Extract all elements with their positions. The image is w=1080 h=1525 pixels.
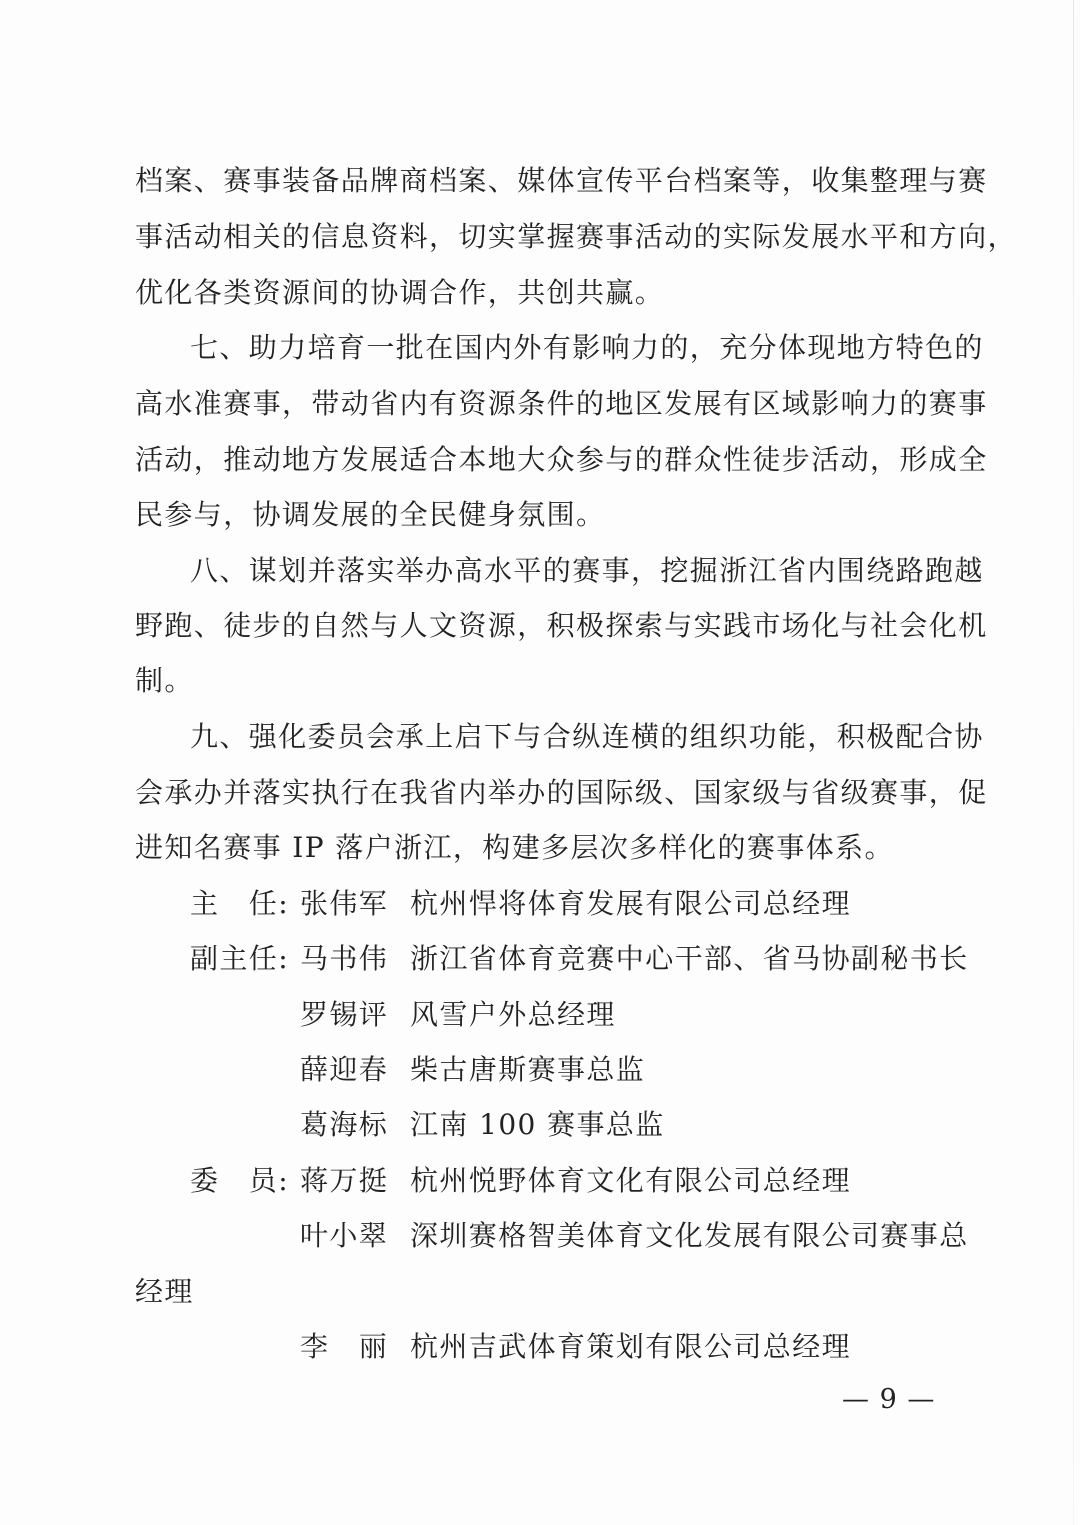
member-title: 深圳赛格智美体育文化发展有限公司赛事总	[410, 1219, 969, 1252]
scan-edge-line	[1073, 0, 1074, 1525]
deputy-title: 江南 100 赛事总监	[410, 1108, 665, 1141]
director-title: 杭州悍将体育发展有限公司总经理	[410, 887, 852, 920]
member-name: 李 丽	[300, 1330, 389, 1363]
member-title: 杭州吉武体育策划有限公司总经理	[410, 1330, 852, 1363]
member-name: 蒋万挺	[300, 1164, 389, 1197]
deputy-name: 薛迎春	[300, 1053, 389, 1086]
paragraph-8-line-3: 制。	[135, 664, 194, 697]
paragraph-9-line-2: 会承办并落实执行在我省内举办的国际级、国家级与省级赛事，促	[135, 776, 988, 809]
paragraph-7-line-4: 民参与，协调发展的全民健身氛围。	[135, 498, 606, 531]
paragraph-6-line-2: 事活动相关的信息资料，切实掌握赛事活动的实际发展水平和方向，	[135, 220, 1018, 253]
deputy-name: 葛海标	[300, 1108, 389, 1141]
member-title: 杭州悦野体育文化有限公司总经理	[410, 1164, 852, 1197]
director-name: 张伟军	[300, 887, 389, 920]
paragraph-7-line-1: 七、助力培育一批在国内外有影响力的，充分体现地方特色的	[190, 331, 984, 364]
paragraph-9-line-1: 九、强化委员会承上启下与合纵连横的组织功能，积极配合协	[190, 720, 984, 753]
deputy-title: 柴古唐斯赛事总监	[410, 1053, 646, 1086]
paragraph-8-line-2: 野跑、徒步的自然与人文资源，积极探索与实践市场化与社会化机	[135, 609, 988, 642]
director-label: 主 任:	[190, 887, 290, 920]
paragraph-6-line-3: 优化各类资源间的协调合作，共创共赢。	[135, 276, 665, 309]
page-number: — 9 —	[842, 1384, 936, 1415]
member-title-wrap: 经理	[135, 1275, 194, 1308]
paragraph-7-line-2: 高水准赛事，带动省内有资源条件的地区发展有区域影响力的赛事	[135, 387, 988, 420]
deputy-title: 风雪户外总经理	[410, 998, 616, 1031]
paragraph-8-line-1: 八、谋划并落实举办高水平的赛事，挖掘浙江省内围绕路跑越	[190, 554, 984, 587]
member-label: 委 员:	[190, 1164, 290, 1197]
paragraph-7-line-3: 活动，推动地方发展适合本地大众参与的群众性徒步活动，形成全	[135, 443, 988, 476]
paragraph-6-line-1: 档案、赛事装备品牌商档案、媒体宣传平台档案等，收集整理与赛	[135, 164, 988, 197]
deputy-title: 浙江省体育竞赛中心干部、省马协副秘书长	[410, 942, 969, 975]
deputy-name: 马书伟	[300, 942, 389, 975]
member-name: 叶小翠	[300, 1219, 389, 1252]
deputy-name: 罗锡评	[300, 998, 389, 1031]
paragraph-9-line-3: 进知名赛事 IP 落户浙江，构建多层次多样化的赛事体系。	[135, 831, 894, 864]
deputy-label: 副主任:	[190, 942, 290, 975]
